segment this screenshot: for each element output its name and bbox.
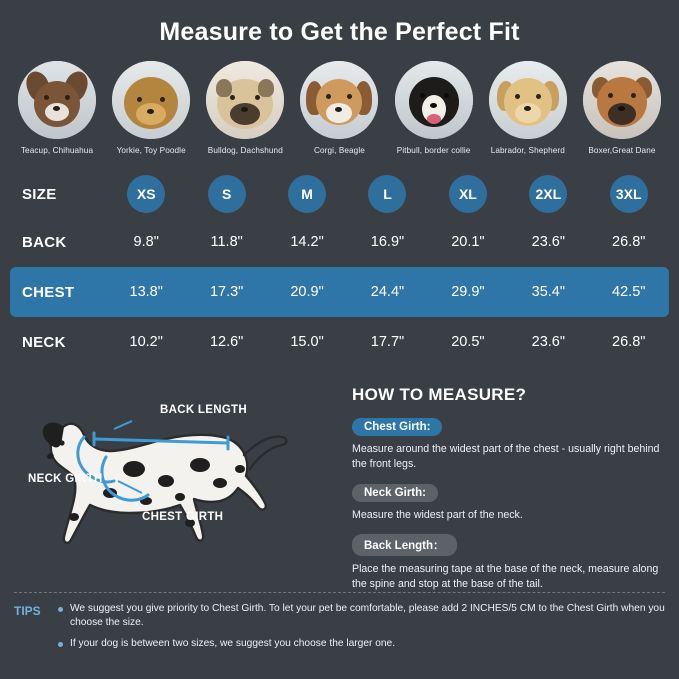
cell-chest-xl: 29.9" — [451, 284, 485, 300]
bullet-icon — [58, 607, 63, 612]
how-to-measure-panel — [344, 377, 665, 592]
breed-caption: Corgi, Beagle — [314, 146, 365, 155]
cell-back-l: 16.9" — [370, 234, 405, 250]
breed-item — [106, 61, 196, 155]
table-row — [10, 217, 669, 267]
breed-caption: Boxer,Great Dane — [588, 146, 656, 155]
bullet-icon — [58, 642, 63, 647]
cell-back-xs: 9.8" — [133, 234, 159, 250]
cell-neck-l: 17.7" — [370, 334, 405, 350]
text-neck-girth: Measure the widest part of the neck. — [352, 509, 523, 521]
tips-lines — [58, 602, 665, 658]
cell-neck-2xl: 23.6" — [531, 334, 565, 350]
cell-back-2xl: 23.6" — [531, 234, 565, 250]
beagle-photo — [300, 61, 378, 139]
table-row-chest-highlighted — [10, 267, 669, 317]
breed-caption: Yorkie, Toy Poodle — [116, 146, 186, 155]
page-title: Measure to Get the Perfect Fit — [159, 18, 520, 46]
yorkie-photo — [112, 61, 190, 139]
labrador-photo — [489, 61, 567, 139]
breed-item — [577, 61, 667, 155]
tip-item — [58, 637, 665, 651]
cell-neck-s: 12.6" — [209, 334, 244, 350]
tips-badge: TIPS — [14, 604, 41, 618]
dog-diagram — [14, 377, 344, 592]
cell-chest-m: 20.9" — [290, 284, 324, 300]
cell-chest-2xl: 35.4" — [531, 284, 565, 300]
row-label-neck: NECK — [22, 333, 66, 351]
tip-item — [58, 602, 665, 630]
table-header-row — [10, 171, 669, 217]
cell-neck-3xl: 26.8" — [612, 334, 646, 350]
breed-item — [294, 61, 384, 155]
text-back-length: Place the measuring tape at the base of the neck, measure along the spine and stop at the base of the tail. — [352, 563, 659, 590]
tip-text: If your dog is between two sizes, we suggest you choose the larger one. — [70, 638, 396, 649]
breed-item — [483, 61, 573, 155]
row-label-back: BACK — [22, 233, 67, 251]
how-to-measure-title: HOW TO MEASURE? — [352, 385, 527, 404]
boxer-photo — [583, 61, 661, 139]
tag-back-length: Back Length： — [352, 534, 457, 556]
size-xl: XL — [428, 175, 508, 213]
tips-section — [0, 593, 679, 658]
chihuahua-photo — [18, 61, 96, 139]
label-chest-girth: CHEST GIRTH — [142, 511, 224, 523]
size-l: L — [347, 175, 427, 213]
breed-item — [200, 61, 290, 155]
cell-back-3xl: 26.8" — [612, 234, 646, 250]
size-table — [0, 171, 679, 367]
bulldog-photo — [206, 61, 284, 139]
breed-row — [0, 47, 679, 155]
cell-neck-xl: 20.5" — [451, 334, 485, 350]
cell-back-s: 11.8" — [210, 234, 243, 250]
label-back-length: BACK LENGTH — [160, 404, 247, 416]
table-row — [10, 317, 669, 367]
breed-item — [12, 61, 102, 155]
breed-caption: Teacup, Chihuahua — [20, 146, 94, 155]
size-label: SIZE — [22, 185, 57, 203]
size-s: S — [186, 175, 266, 213]
row-label-chest: CHEST — [22, 283, 75, 301]
cell-neck-m: 15.0" — [290, 334, 324, 350]
size-2xl: 2XL — [508, 175, 588, 213]
cell-chest-s: 17.3" — [209, 284, 244, 300]
cell-chest-xs: 13.8" — [129, 284, 163, 300]
breed-caption: Bulldog, Dachshund — [207, 146, 283, 155]
label-neck-girth: NECK GIRTH — [28, 473, 103, 485]
cell-back-m: 14.2" — [290, 234, 324, 250]
breed-item — [389, 61, 479, 155]
cell-chest-3xl: 42.5" — [612, 284, 646, 300]
size-m: M — [267, 175, 347, 213]
size-3xl: 3XL — [589, 175, 669, 213]
text-chest-girth: Measure around the widest part of the chest - usually right behind the front legs. — [352, 443, 660, 470]
tag-chest-girth: Chest Girth: — [352, 418, 442, 436]
size-xs: XS — [106, 175, 186, 213]
cell-back-xl: 20.1" — [451, 234, 485, 250]
cell-neck-xs: 10.2" — [129, 334, 163, 350]
breed-caption: Labrador, Shepherd — [490, 146, 565, 155]
lower-section — [0, 367, 679, 592]
collie-photo — [395, 61, 473, 139]
tag-neck-girth: Neck Girth: — [352, 484, 438, 502]
cell-chest-l: 24.4" — [370, 284, 405, 300]
tip-text: We suggest you give priority to Chest Girth. To let your pet be comfortable, please add 2 INCHES/5 CM to the Chest Girth when you choose the size. — [70, 603, 665, 628]
breed-caption: Pitbull, border collie — [396, 146, 471, 155]
